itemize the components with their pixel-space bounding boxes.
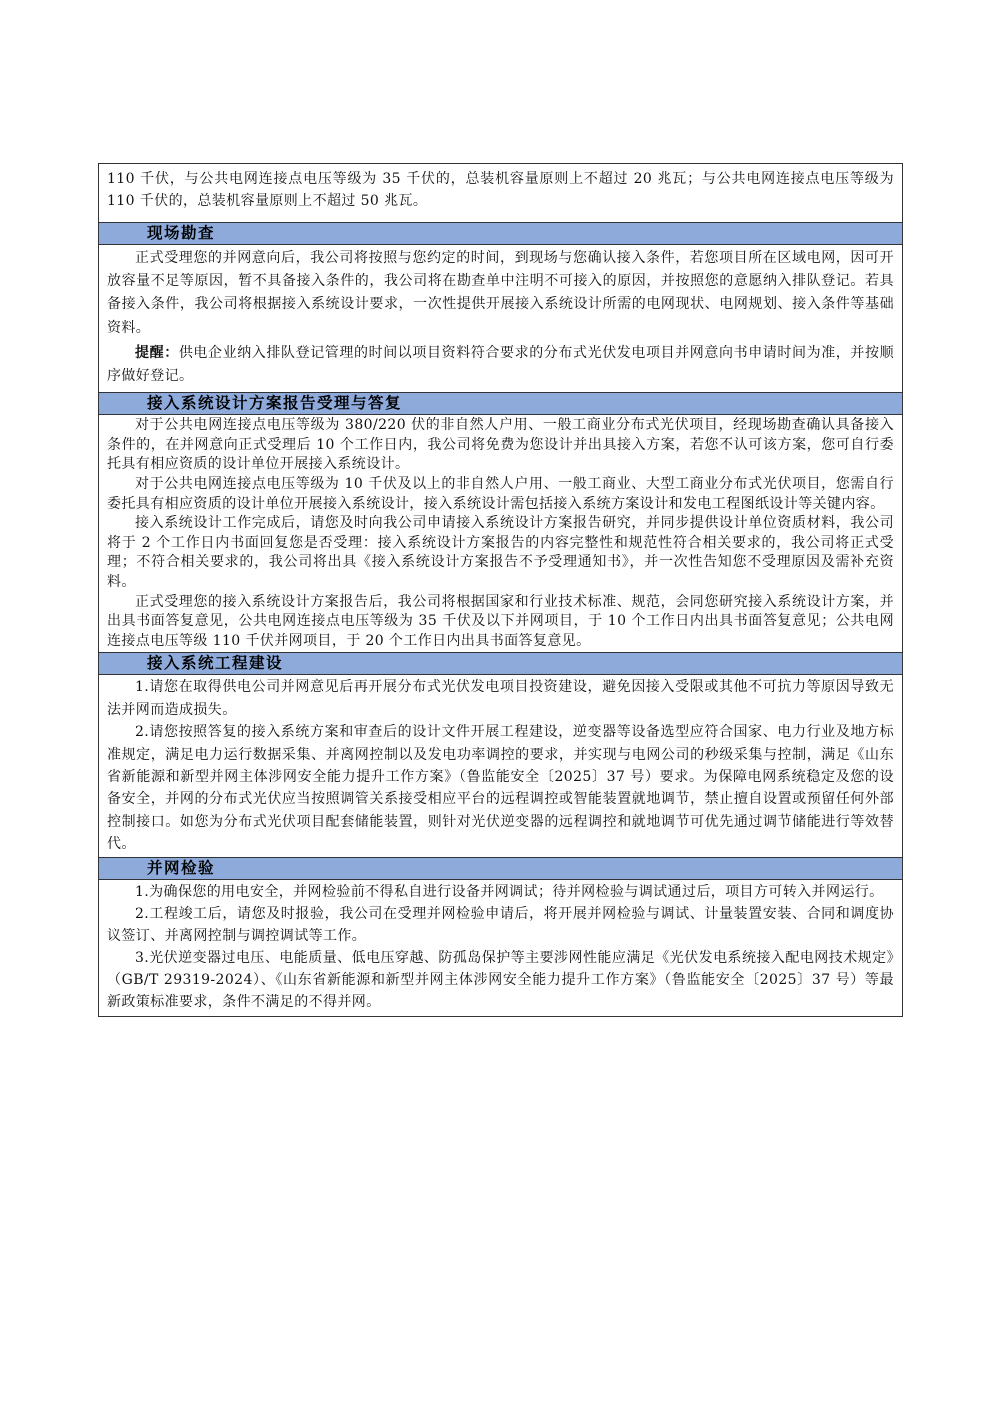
inspection-body (99, 880, 902, 1016)
site-survey-paragraph: 正式受理您的并网意向后，我公司将按照与您约定的时间，到现场与您确认接入条件，若您项目所在区域电网，因可开放容量不足等原因，暂不具备接入条件的，我公司将在勘查单中注明不可接入的原因，并按照您的意愿纳入排队登记。若具备接入条件，我公司将根据接入系统设计要求，一次性提供开展接入系统设计所需的电网现状、电网规划、接入条件等基础资料。 (107, 250, 894, 336)
inspection-paragraph: 3.光伏逆变器过电压、电能质量、低电压穿越、防孤岛保护等主要涉网性能应满足《光伏发电系统接入配电网技术规定》（GB/T 29319-2024）、《山东省新能源和新型并网主体涉网安全能力提升工作方案》（鲁监能安全〔2025〕37 号）等最新政策标准要求，条件不满足的不得并网。 (107, 949, 894, 1010)
note-label: 提醒： (135, 344, 179, 361)
section-header-construction: 接入系统工程建设 (99, 653, 902, 675)
intro-paragraph: 110 千伏，与公共电网连接点电压等级为 35 千伏的，总装机容量原则上不超过 20 兆瓦；与公共电网连接点电压等级为 110 千伏的，总装机容量原则上不超过 50 兆瓦。 (107, 171, 894, 209)
design-review-paragraph: 正式受理您的接入系统设计方案报告后，我公司将根据国家和行业技术标准、规范，会同您研究接入系统设计方案，并出具书面答复意见，公共电网连接点电压等级为 35 千伏及以下并网项目，于 10 个工作日内出具书面答复意见；公共电网连接点电压等级 110 千伏并网项目，于 20 个工作日内出具书面答复意见。 (107, 593, 894, 649)
design-review-body (99, 415, 902, 653)
service-guide-table (98, 163, 903, 1017)
section-header-site-survey: 现场勘查 (99, 223, 902, 245)
design-review-paragraph: 对于公共电网连接点电压等级为 380/220 伏的非自然人户用、一般工商业分布式光伏项目，经现场勘查确认具备接入条件的，在并网意向正式受理后 10 个工作日内，我公司将免费为您设计并出具接入方案，若您不认可该方案，您可自行委托具有相应资质的设计单位开展接入系统设计。 (107, 417, 894, 473)
construction-paragraph: 2.请您按照答复的接入系统方案和审查后的设计文件开展工程建设，逆变器等设备选型应符合国家、电力行业及地方标准规定，满足电力运行数据采集、并离网控制以及发电功率调控的要求，并实现与电网公司的秒级采集与控制，满足《山东省新能源和新型并网主体涉网安全能力提升工作方案》（鲁监能安全〔2025〕37 号）要求。为保障电网系统稳定及您的设备安全，并网的分布式光伏应当按照调管关系接受相应平台的远程调控或智能装置就地调节，禁止擅自设置或预留任何外部控制接口。如您为分布式光伏项目配套储能装置，则针对光伏逆变器的远程调控和就地调节可优先通过调节储能进行等效替代。 (107, 724, 894, 853)
note-text: 供电企业纳入排队登记管理的时间以项目资料符合要求的分布式光伏发电项目并网意向书申请时间为准，并按顺序做好登记。 (107, 344, 894, 385)
inspection-paragraph: 1.为确保您的用电安全，并网检验前不得私自进行设备并网调试；待并网检验与调试通过后，项目方可转入并网运行。 (135, 883, 884, 900)
site-survey-body (99, 245, 902, 393)
design-review-paragraph: 接入系统设计工作完成后，请您及时向我公司申请接入系统设计方案报告研究，并同步提供设计单位资质材料，我公司将于 2 个工作日内书面回复您是否受理：接入系统设计方案报告的内容完整性和规范性符合相关要求的，我公司将正式受理；不符合相关要求的，我公司将出具《接入系统设计方案报告不予受理通知书》，并一次性告知您不受理原因及需补充资料。 (107, 515, 894, 590)
design-review-paragraph: 对于公共电网连接点电压等级为 10 千伏及以上的非自然人户用、一般工商业、大型工商业分布式光伏项目，您需自行委托具有相应资质的设计单位开展接入系统设计，接入系统设计需包括接入系统方案设计和发电工程图纸设计等关键内容。 (107, 476, 894, 512)
inspection-paragraph: 2.工程竣工后，请您及时报验，我公司在受理并网检验申请后，将开展并网检验与调试、计量装置安装、合同和调度协议签订、并离网控制与调控调试等工作。 (107, 905, 894, 944)
construction-paragraph: 1.请您在取得供电公司并网意见后再开展分布式光伏发电项目投资建设，避免因接入受限或其他不可抗力等原因导致无法并网而造成损失。 (107, 679, 894, 718)
site-survey-note (107, 342, 894, 388)
section-header-design-review: 接入系统设计方案报告受理与答复 (99, 393, 902, 415)
construction-body (99, 675, 902, 857)
section-header-inspection: 并网检验 (99, 858, 902, 880)
intro-cell (99, 164, 902, 223)
